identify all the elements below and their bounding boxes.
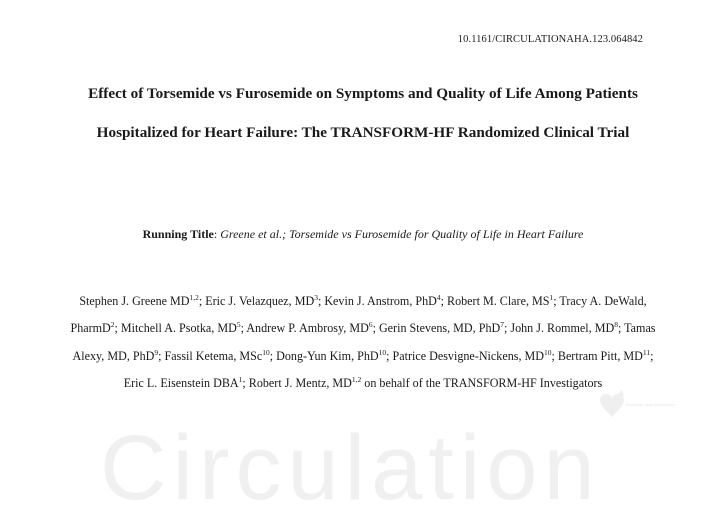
running-title-label: Running Title [142,227,214,241]
author-name: Fassil Ketema, MSc [164,348,263,363]
authors-suffix: on behalf of the TRANSFORM-HF Investigators [361,375,603,390]
author-name: Robert J. Mentz, MD [248,375,352,390]
author-name: Bertram Pitt, MD [557,348,643,363]
paper-title: Effect of Torsemide vs Furosemide on Symptoms and Quality of Life Among Patients Hospitalized for Heart Failure: The TRANSFORM-HF Randomized Clinical Trial [88,85,638,141]
doi-label: 10.1161/CIRCULATIONAHA.123.064842 [457,34,643,45]
author-name: Robert M. Clare, MS [447,294,550,308]
author-affiliation: 10 [378,347,387,357]
author-name: Dong-Yun Kim, PhD [276,348,379,363]
author-name: Mitchell A. Psotka, MD [120,321,237,336]
author-name: Tamas Alexy, MD, PhD [72,321,656,363]
author-affiliation: 5 [236,320,241,330]
author-affiliation: 10 [262,347,270,357]
aha-logo-text: American Heart Association [626,402,676,407]
author-name: Eric L. Eisenstein DBA [123,375,239,390]
author-name: Kevin J. Anstrom, PhD [324,294,437,308]
author-affiliation: 9 [154,347,159,357]
running-title-text: Greene et al.; Torsemide vs Furosemide for Quality of Life in Heart Failure [220,227,584,241]
author-affiliation: 1,2 [189,292,199,302]
author-name: Eric J. Velazquez, MD [205,294,315,308]
author-affiliation: 8 [614,320,618,330]
author-affiliation: 1 [549,292,554,302]
author-affiliation: 1 [238,374,243,384]
author-affiliation: 11 [642,347,651,357]
author-affiliation: 10 [543,347,552,357]
author-name: John J. Rommel, MD [510,321,615,336]
author-affiliation: 3 [314,292,318,302]
author-affiliation: 6 [368,320,373,330]
running-title: Running Title: Greene et al.; Torsemide vs Furosemide for Quality of Life in Heart Failure [142,227,584,241]
author-affiliation: 4 [436,292,441,302]
author-name: Gerin Stevens, MD, PhD [378,321,501,336]
author-name: Andrew P. Ambrosy, MD [246,321,369,336]
author-affiliation: 2 [110,320,115,330]
author-name: Tracy A. DeWald, PharmD [70,294,647,336]
author-name: Patrice Desvigne-Nickens, MD [392,348,544,363]
author-list: Stephen J. Greene MD$^{1,2}$; Eric J. Velazquez, $MD^3$; Kevin J. Anstrom, PhD$^4$; Robert M. Clare, $MS^1$; Tracy A. DeWald, PharmD$^2$; Mitchell A. Psotka, $MD^5$; Andrew P. Ambrosy, $MD^6$; Gerin Stevens, MD, PhD$^7$; John J. Rommel, $MD^8$; Tamas Alexy, MD, PhD$^9$; Fassil Ketema, MSc$^{10}$; Dong-Yun Kim, PhD$^{10}$; Patrice Desvigne-Nickens, MD$^{10}$; Bertram Pitt, MD$^{11}$; Eric L. Eisenstein DBA$^1$; Robert J. Mentz, MD$^{1,2}$ on behalf of the TRANSFORM-HF Investigators [70,292,656,390]
author-affiliation: 7 [500,320,504,330]
author-affiliation: 1,2 [351,374,362,384]
circulation-watermark: Circulation [100,417,601,519]
author-name: Stephen J. Greene MD [79,294,190,308]
